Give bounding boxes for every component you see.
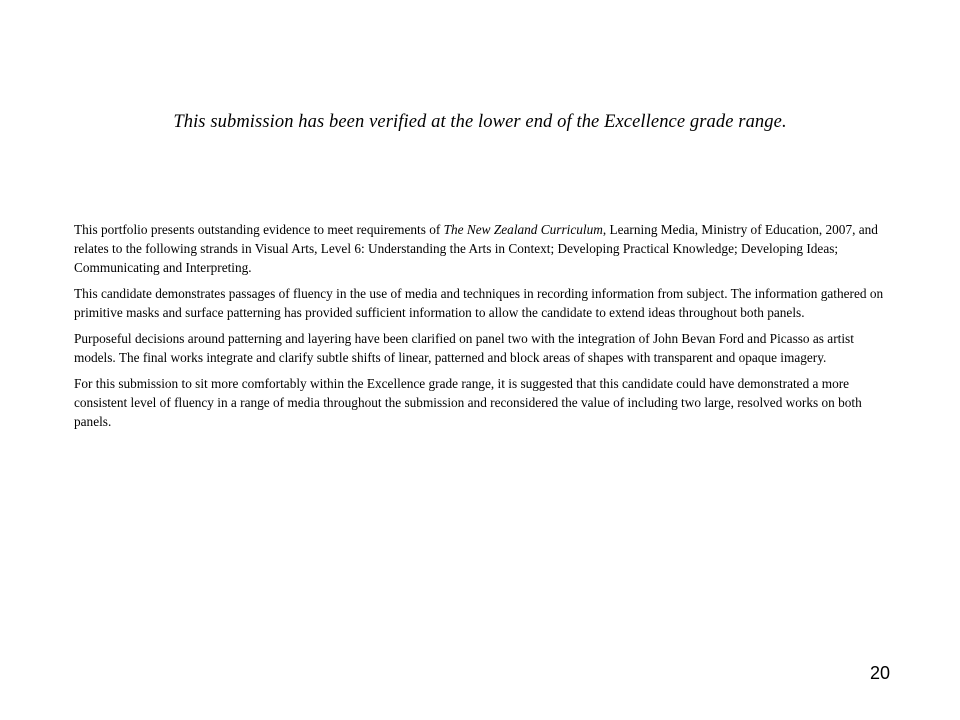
curriculum-title: The New Zealand Curriculum (443, 222, 603, 237)
assessment-commentary (74, 220, 894, 438)
verification-heading: This submission has been verified at the lower end of the Excellence grade range. (173, 112, 787, 132)
paragraph-suggestion: For this submission to sit more comfortably within the Excellence grade range, it is suggested that this candidate could have demonstrated a more consistent level of fluency in a range of media throughout the submission and reconsidered the value of including two large, resolved works on both panels. (74, 376, 862, 429)
page-number: 20 (869, 663, 890, 683)
paragraph-curriculum (74, 220, 894, 277)
paragraph-curriculum-intro: This portfolio presents outstanding evidence to meet requirements of (74, 222, 444, 237)
paragraph-patterning: Purposeful decisions around patterning and layering have been clarified on panel two with the integration of John Bevan Ford and Picasso as artist models. The final works integrate and clarify subtle shifts of linear, patterned and block areas of shapes with transparent and opaque imagery. (74, 331, 854, 365)
paragraph-curriculum-rest: , Learning Media, Ministry of Education, 2007, and relates to the following strands in Visual Arts, Level 6: Understanding the Arts in Context; Developing Practical Knowledge; Developing Ideas; Communicating and Interpreting. (74, 222, 878, 275)
paragraph-fluency: This candidate demonstrates passages of fluency in the use of media and techniques in recording information from subject. The information gathered on primitive masks and surface patterning has provided sufficient information to allow the candidate to extend ideas throughout both panels. (74, 286, 884, 320)
